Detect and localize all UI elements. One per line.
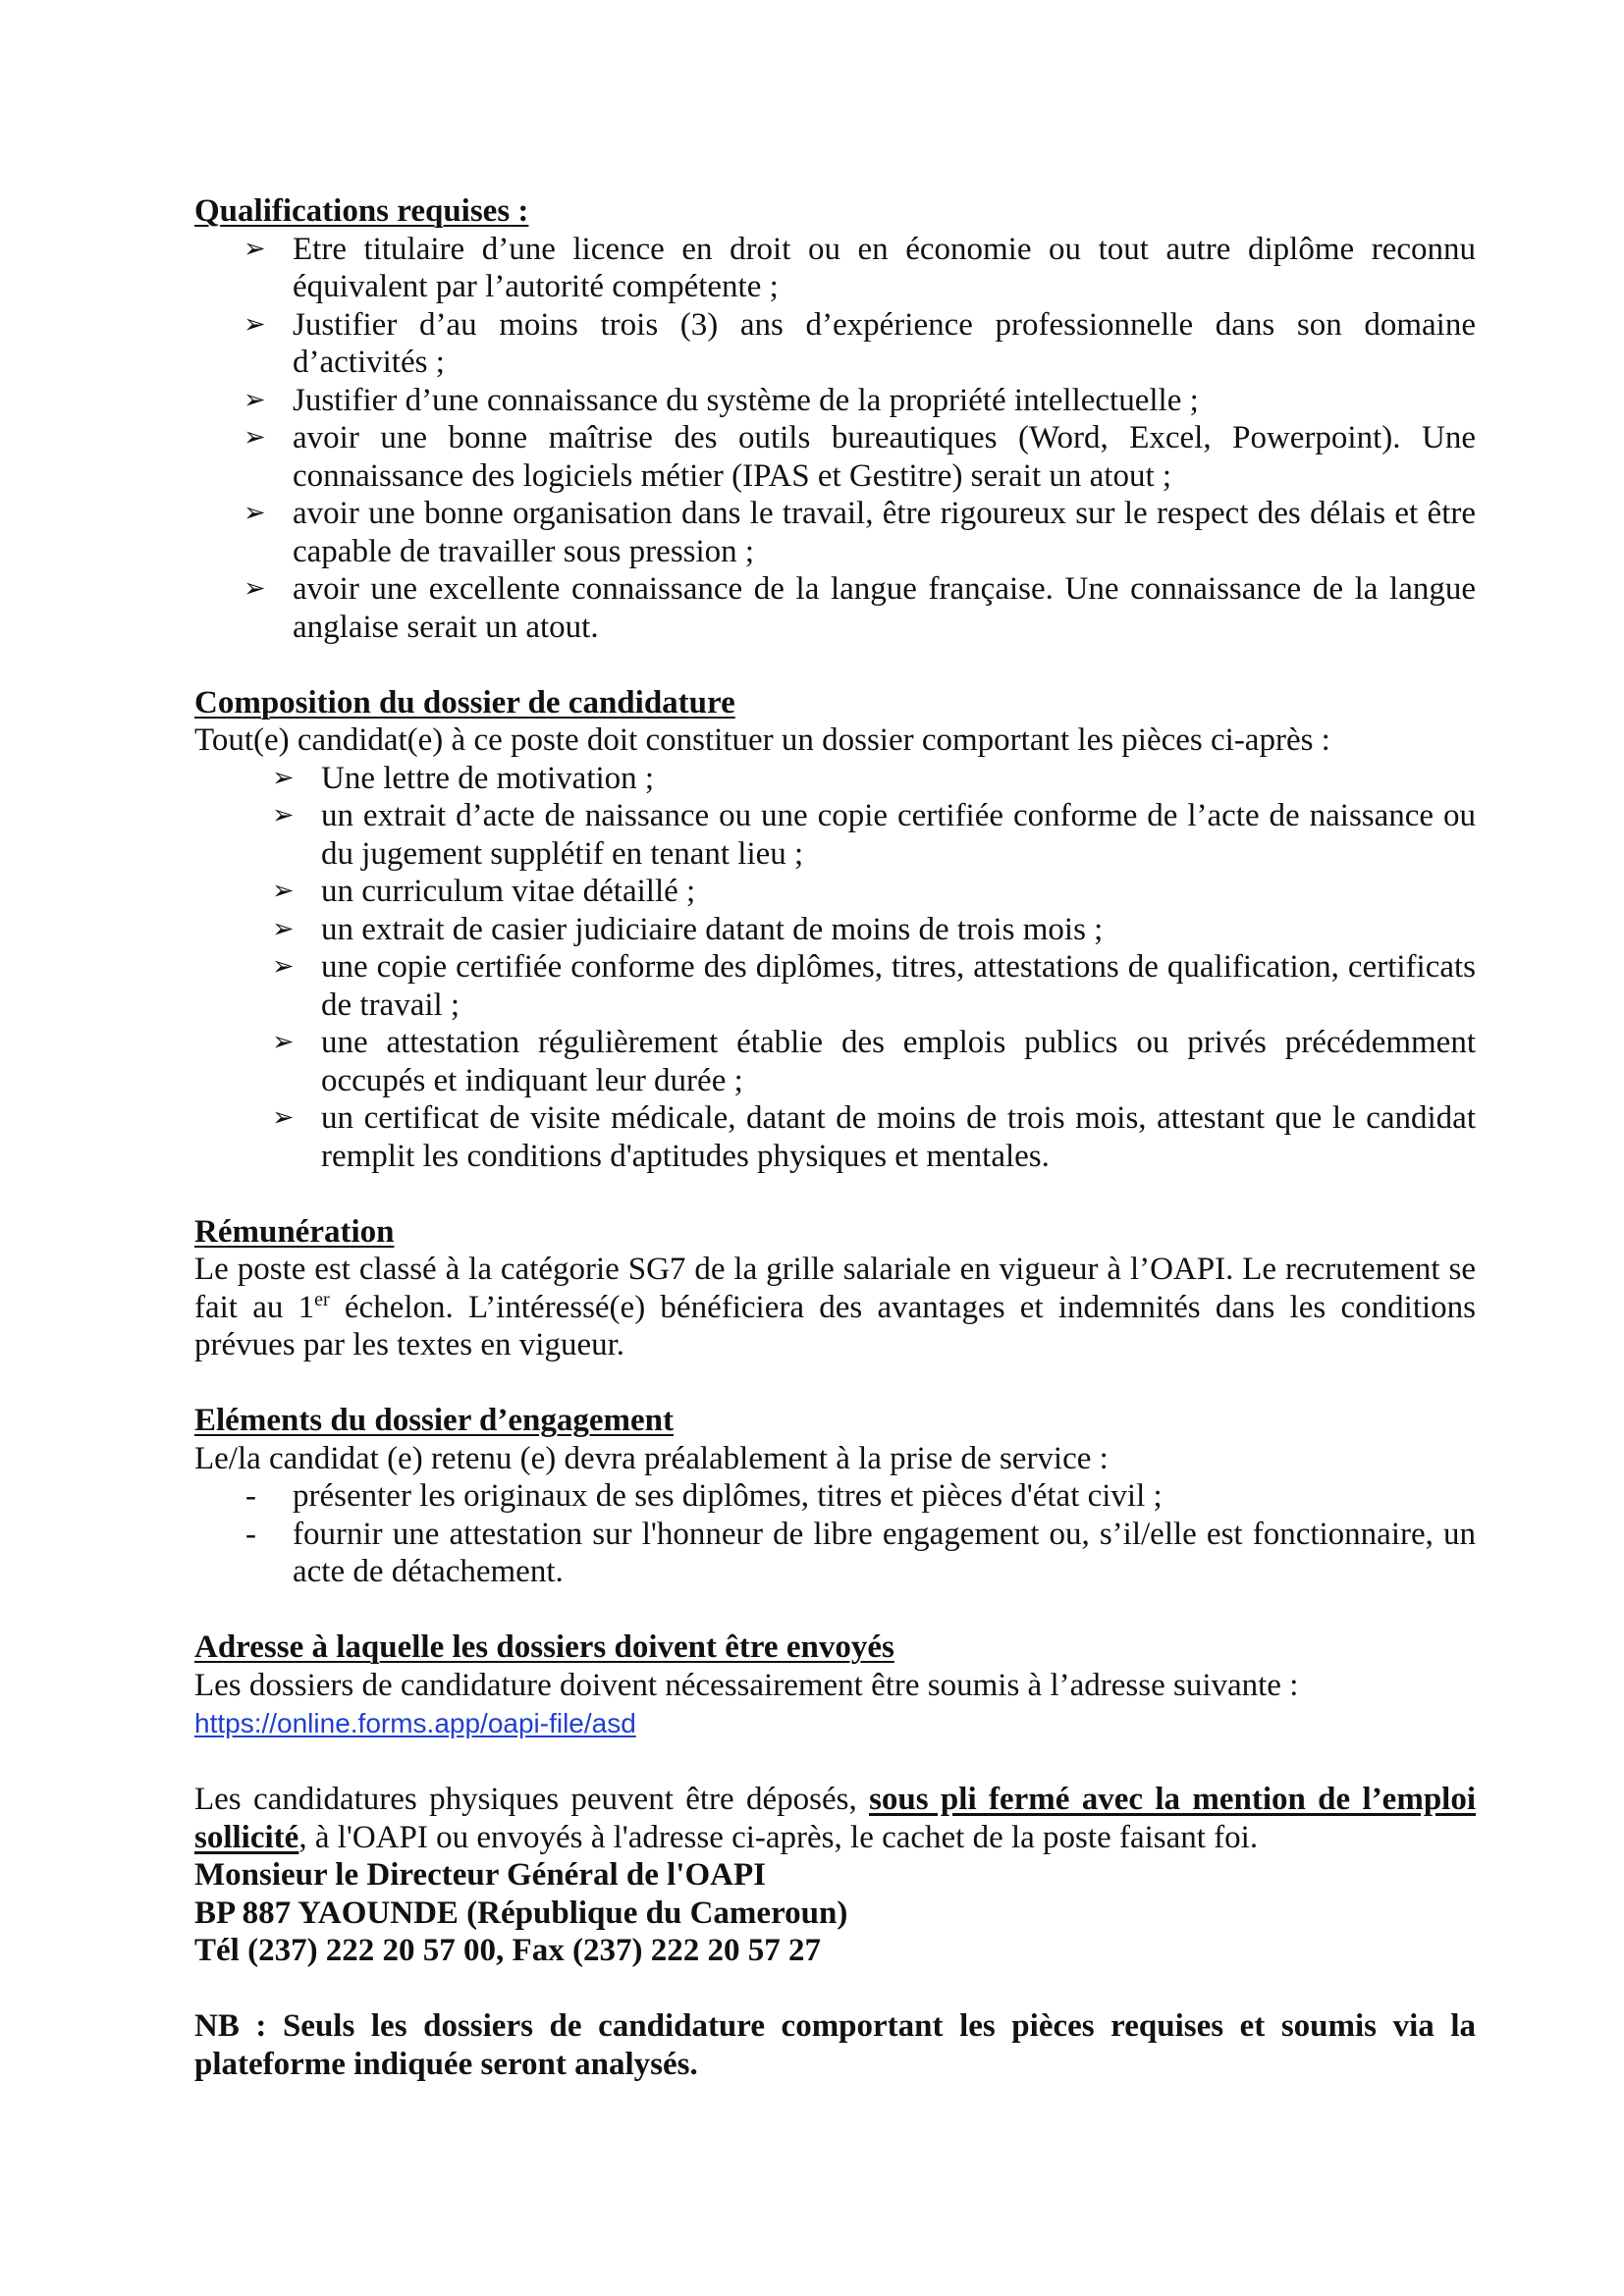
dash-bullet-icon: - <box>245 1516 256 1552</box>
list-item-text: avoir une bonne maîtrise des outils bureautiques (Word, Excel, Powerpoint). Une connaissance des logiciels métier (IPAS et Gestitre) serait un atout ; <box>293 420 1476 494</box>
list-item-text: un extrait de casier judiciaire datant de moins de trois mois ; <box>321 911 1104 947</box>
engagement-intro: Le/la candidat (e) retenu (e) devra préalablement à la prise de service : <box>194 1440 1109 1476</box>
remuneration-text-part: échelon. L’intéressé(e) bénéficiera des avantages et indemnités dans les conditions prévues par les textes en vigueur. <box>194 1289 1476 1362</box>
qualifications-heading-text: Qualifications requises <box>194 193 511 229</box>
qualifications-heading-colon: : <box>510 193 529 229</box>
list-item-text: un certificat de visite médicale, datant de moins de trois mois, attestant que le candidat remplit les conditions d'aptitudes physiques et mentales. <box>321 1100 1476 1174</box>
arrow-bullet-icon: ➢ <box>272 1027 295 1057</box>
list-item-text: une copie certifiée conforme des diplômes, titres, attestations de qualification, certificats de travail ; <box>321 949 1476 1023</box>
remuneration-heading: Rémunération <box>194 1213 395 1250</box>
physical-text-emphasis: sous pli fermé avec la mention de l’emploi sollicité <box>194 1782 1477 1855</box>
list-item-text: fournir une attestation sur l'honneur de libre engagement ou, s’il/elle est fonctionnaire, un acte de détachement. <box>293 1516 1476 1589</box>
list-item <box>194 1477 1476 1516</box>
nb-note: NB : Seuls les dossiers de candidature comportant les pièces requises et soumis via la plateforme indiquée seront analysés. <box>194 2008 1476 2082</box>
dash-bullet-icon: - <box>245 1478 256 1514</box>
superscript-er: er <box>314 1288 330 1310</box>
address-heading: Adresse à laquelle les dossiers doivent être envoyés <box>194 1629 894 1665</box>
arrow-bullet-icon: ➢ <box>244 233 266 264</box>
list-item <box>194 382 1476 420</box>
list-item-text: Une lettre de motivation ; <box>321 760 655 796</box>
arrow-bullet-icon: ➢ <box>272 800 295 830</box>
remuneration-text-part: Le poste est classé à la catégorie SG7 de la grille salariale en vigueur à l’OAPI. Le recrutement se fait au 1 <box>194 1252 1476 1325</box>
list-item <box>194 911 1476 949</box>
list-item-text: un extrait d’acte de naissance ou une copie certifiée conforme de l’acte de naissance ou du jugement supplétif en tenant lieu ; <box>321 798 1476 872</box>
arrow-bullet-icon: ➢ <box>244 498 266 528</box>
list-item <box>194 873 1476 911</box>
list-item <box>194 760 1476 798</box>
composition-intro: Tout(e) candidat(e) à ce poste doit constituer un dossier comportant les pièces ci-après : <box>194 722 1330 758</box>
arrow-bullet-icon: ➢ <box>272 951 295 982</box>
physical-application-text <box>194 1781 1476 1856</box>
list-item <box>194 948 1476 1024</box>
arrow-bullet-icon: ➢ <box>244 573 266 604</box>
list-item <box>194 231 1476 306</box>
arrow-bullet-icon: ➢ <box>272 876 295 906</box>
qualifications-list <box>194 231 1476 647</box>
list-item <box>194 1099 1476 1175</box>
document-page <box>194 192 1476 2083</box>
composition-heading: Composition du dossier de candidature <box>194 684 735 721</box>
list-item <box>194 1516 1476 1591</box>
list-item-text: Justifier d’une connaissance du système de la propriété intellectuelle ; <box>293 382 1199 418</box>
arrow-bullet-icon: ➢ <box>272 913 295 944</box>
list-item <box>194 570 1476 646</box>
list-item-text: présenter les originaux de ses diplômes, titres et pièces d'état civil ; <box>293 1478 1163 1514</box>
list-item-text: Justifier d’au moins trois (3) ans d’expérience professionnelle dans son domaine d’activités ; <box>293 306 1476 380</box>
list-item <box>194 495 1476 570</box>
engagement-list <box>194 1477 1476 1591</box>
remuneration-text <box>194 1251 1476 1364</box>
list-item-text: Etre titulaire d’une licence en droit ou en économie ou tout autre diplôme reconnu équivalent par l’autorité compétente ; <box>293 231 1476 304</box>
list-item-text: avoir une bonne organisation dans le travail, être rigoureux sur le respect des délais et être capable de travailler sous pression ; <box>293 496 1476 569</box>
list-item <box>194 306 1476 382</box>
list-item-text: avoir une excellente connaissance de la langue française. Une connaissance de la langue anglaise serait un atout. <box>293 571 1476 645</box>
list-item <box>194 797 1476 873</box>
phone-fax-line: Tél (237) 222 20 57 00, Fax (237) 222 20 57 27 <box>194 1933 821 1968</box>
arrow-bullet-icon: ➢ <box>272 1102 295 1133</box>
arrow-bullet-icon: ➢ <box>244 308 266 340</box>
qualifications-heading <box>194 192 1476 231</box>
postal-address-line: BP 887 YAOUNDE (République du Cameroun) <box>194 1895 848 1931</box>
list-item <box>194 419 1476 495</box>
physical-text-part: , à l'OAPI ou envoyés à l'adresse ci-après, le cachet de la poste faisant foi. <box>298 1819 1259 1855</box>
list-item-text: une attestation régulièrement établie des emplois publics ou privés précédemment occupés et indiquant leur durée ; <box>321 1025 1476 1098</box>
composition-list <box>194 760 1476 1176</box>
physical-text-part: Les candidatures physiques peuvent être déposés, <box>194 1782 870 1817</box>
engagement-heading: Eléments du dossier d’engagement <box>194 1403 674 1438</box>
arrow-bullet-icon: ➢ <box>244 422 266 453</box>
address-intro: Les dossiers de candidature doivent nécessairement être soumis à l’adresse suivante : <box>194 1667 1299 1703</box>
list-item-text: un curriculum vitae détaillé ; <box>321 874 696 909</box>
arrow-bullet-icon: ➢ <box>244 384 266 415</box>
arrow-bullet-icon: ➢ <box>272 762 295 793</box>
list-item <box>194 1024 1476 1099</box>
application-form-link[interactable]: https://online.forms.app/oapi-file/asd <box>194 1708 636 1738</box>
recipient-line: Monsieur le Directeur Général de l'OAPI <box>194 1857 766 1893</box>
